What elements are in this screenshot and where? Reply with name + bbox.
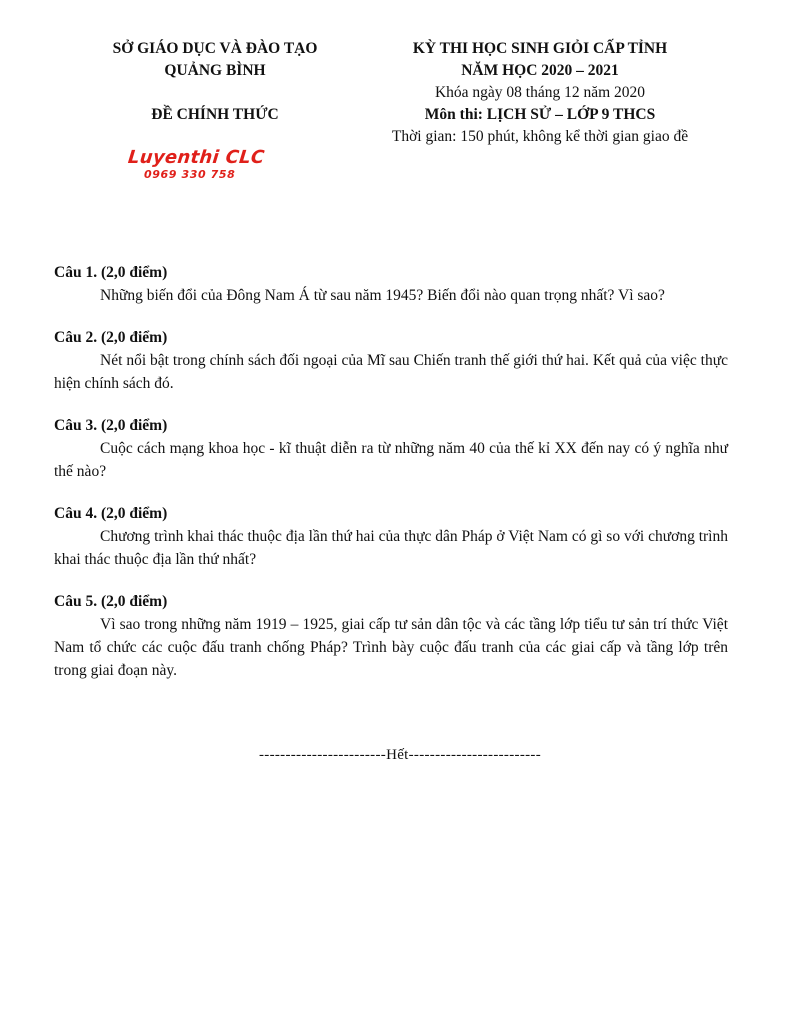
department-name: SỞ GIÁO DỤC VÀ ĐÀO TẠO (112, 40, 318, 57)
question-3 (54, 415, 728, 483)
question-1 (54, 262, 728, 307)
official-exam-label: ĐỀ CHÍNH THỨC (151, 106, 279, 123)
question-title: Câu 2. (2,0 điểm) (54, 329, 168, 346)
question-2 (54, 327, 728, 395)
question-list (54, 262, 728, 702)
question-title: Câu 3. (2,0 điểm) (54, 417, 168, 434)
question-text: Nét nổi bật trong chính sách đối ngoại của Mĩ sau Chiến tranh thế giới thứ hai. Kết quả của việc thực hiện chính sách đó. (54, 352, 728, 392)
question-title: Câu 5. (2,0 điểm) (54, 593, 168, 610)
watermark-name: Luyenthi CLC (126, 147, 266, 168)
exam-info-block (340, 38, 740, 148)
question-5 (54, 591, 728, 682)
exam-subject: Môn thi: LỊCH SỬ – LỚP 9 THCS (424, 106, 656, 123)
province-name: QUẢNG BÌNH (164, 62, 266, 79)
question-text: Vì sao trong những năm 1919 – 1925, giai cấp tư sản dân tộc và các tầng lớp tiểu tư sản trí thức Việt Nam tổ chức các cuộc đấu tranh chống Pháp? Trình bày cuộc đấu tranh của các giai cấp và tầng lớp trên trong giai đoạn này. (54, 616, 728, 679)
watermark-stamp (128, 148, 288, 181)
exam-duration: Thời gian: 150 phút, không kể thời gian giao đề (391, 128, 689, 145)
watermark-phone: 0969 330 758 (144, 168, 236, 181)
issuer-block (60, 38, 370, 126)
question-title: Câu 1. (2,0 điểm) (54, 264, 168, 281)
question-4 (54, 503, 728, 571)
exam-date: Khóa ngày 08 tháng 12 năm 2020 (434, 84, 646, 101)
question-text: Chương trình khai thác thuộc địa lần thứ hai của thực dân Pháp ở Việt Nam có gì so với chương trình khai thác thuộc địa lần thứ nhất? (54, 528, 728, 568)
school-year: NĂM HỌC 2020 – 2021 (461, 62, 619, 79)
exam-title: KỲ THI HỌC SINH GIỎI CẤP TỈNH (412, 40, 668, 57)
question-text: Những biến đổi của Đông Nam Á từ sau năm 1945? Biến đổi nào quan trọng nhất? Vì sao? (100, 287, 665, 304)
question-title: Câu 4. (2,0 điểm) (54, 505, 168, 522)
end-marker: ------------------------Hết------------------------- (258, 747, 542, 763)
question-text: Cuộc cách mạng khoa học - kĩ thuật diễn ra từ những năm 40 của thế kỉ XX đến nay có ý nghĩa như thế nào? (54, 440, 728, 480)
